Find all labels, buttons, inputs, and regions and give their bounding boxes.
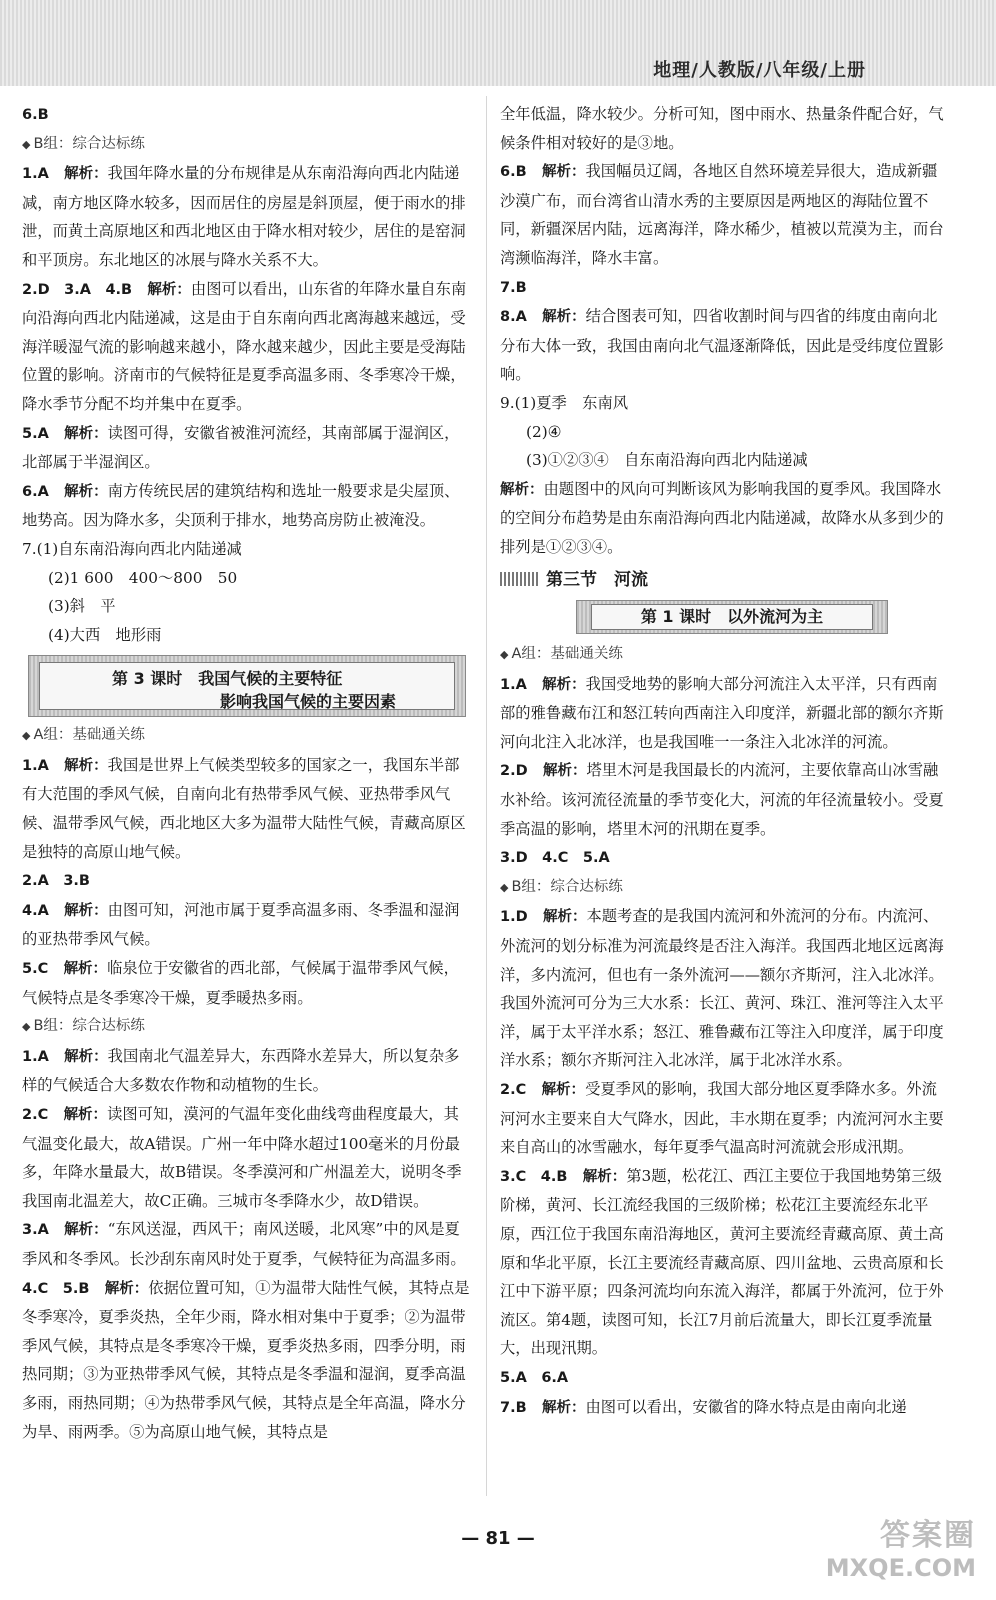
section-heading: 第三节 河流 xyxy=(500,566,952,595)
answer-item: 9.(1)夏季 东南风 xyxy=(500,393,629,412)
lesson-title: 第 1 课时 以外流河为主 xyxy=(591,604,873,630)
answer-line: 7.B xyxy=(500,279,527,296)
answer-item: 1.D 解析：本题考查的是我国内流河和外流河的分布。内流河、外流河的划分标准为河流最终是否注入海洋。我国西北地区远离海洋，多内流河，但也有一条外流河——额尔齐斯河，注入北冰洋。我国外流河可分为三大水系：长江、黄河、珠江、淮河等注入太平洋，属于太平洋水系；怒江、雅鲁藏布江等注入印度洋，属于印度洋水系；额尔齐斯河注入北冰洋，属于北冰洋水系。 xyxy=(500,907,944,1070)
left-column xyxy=(22,100,474,1446)
answer-item: 4.A 解析：由图可知，河池市属于夏季高温多雨、冬季温和湿润的亚热带季风气候。 xyxy=(22,900,460,949)
answer-item: 1.A 解析：我国年降水量的分布规律是从东南沿海向西北内陆递减，南方地区降水较多，因而居住的房屋是斜顶屋，便于雨水的排泄，而黄土高原地区和西北地区由于降水相对较少，居住的是窑洞和平顶房。东北地区的冰展与降水关系不大。 xyxy=(22,164,466,269)
column-divider xyxy=(486,96,487,1496)
answer-subitem: (3)斜 平 xyxy=(48,597,116,616)
answer-line: 6.B xyxy=(22,107,49,123)
answer-item: 5.C 解析：临泉位于安徽省的西北部，气候属于温带季风气候，气候特点是冬季寒冷干燥，夏季暖热多雨。 xyxy=(22,959,459,1007)
answer-item: 4.C 5.B 解析：依据位置可知，①为温带大陆性气候，其特点是冬季寒冷，夏季炎热，全年少雨，降水相对集中于夏季；②为温带季风气候，其特点是冬季寒冷干燥，夏季炎热多雨，四季分明，雨热同期；③为亚热带季风气候，其特点是冬季温和湿润，夏季高温多雨，雨热同期；④为热带季风气候，其特点是全年高温，降水分为旱、雨两季。⑤为高原山地气候，其特点是 xyxy=(22,1278,470,1441)
book-tag: 地理/人教版/八年级/上册 xyxy=(653,60,866,81)
answer-item: 6.B 解析：我国幅员辽阔，各地区自然环境差异很大，造成新疆沙漠广布，而台湾省山清水秀的主要原因是两地区的海陆位置不同，新疆深居内陆，远离海洋，降水稀少，植被以荒漠为主，而台湾濒临海洋，降水丰富。 xyxy=(500,162,944,267)
answer-line: 2.A 3.B xyxy=(22,873,90,890)
lesson-title-line2: 影响我国气候的主要因素 xyxy=(220,692,397,712)
lesson-title-line1: 第 3 课时 我国气候的主要特征 xyxy=(112,669,343,689)
answer-subitem: (2)1 600 400～800 50 xyxy=(48,568,238,587)
group-heading: ◆ B组：综合达标练 xyxy=(500,878,623,895)
answer-item: 解析：由题图中的风向可判断该风为影响我国的夏季风。我国降水的空间分布趋势是由东南沿海向西北内陆递减，故降水从多到少的排列是①②③④。 xyxy=(500,479,944,556)
answer-subitem: (3)①②③④ 自东南沿海向西北内陆递减 xyxy=(526,451,808,470)
lesson-title-box xyxy=(28,655,466,717)
answer-item: 6.A 解析：南方传统民居的建筑结构和选址一般要求是尖屋顶、地势高。因为降水多，尖顶利于排水，地势高房防止被淹没。 xyxy=(22,481,460,530)
group-heading: ◆ B组：综合达标练 xyxy=(22,135,145,152)
watermark-text: 答案圈 xyxy=(880,1518,976,1553)
answer-item: 3.C 4.B 解析：第3题，松花江、西江主要位于我国地势第三级阶梯，黄河、长江流经我国的三级阶梯；松花江主要流经东北平原，西江位于我国东南沿海地区，黄河主要流经青藏高原、黄土高原和华北平原，长江主要流经青藏高原、四川盆地、云贵高原和长江中下游平原；四条河流均向东流入海洋，都属于外流河，位于外流区。第4题，读图可知，长江7月前后流量大，即长江夏季流量大，出现汛期。 xyxy=(500,1166,944,1358)
section-bars-icon xyxy=(500,572,540,586)
answer-continuation: 全年低温，降水较少。分析可知，图中雨水、热量条件配合好，气候条件相对较好的是③地。 xyxy=(500,105,944,152)
page-number: — 81 — xyxy=(461,1528,535,1549)
answer-line: 5.A 6.A xyxy=(500,1369,569,1386)
answer-subitem: (2)④ xyxy=(526,422,562,441)
answer-item: 2.C 解析：受夏季风的影响，我国大部分地区夏季降水多。外流河河水主要来自大气降水，因此，丰水期在夏季；内流河河水主要来自高山的冰雪融水，每年夏季气温高时河流就会形成汛期。 xyxy=(500,1080,944,1157)
answer-subitem: (4)大西 地形雨 xyxy=(48,625,162,644)
right-column xyxy=(500,100,952,1422)
answer-item: 3.A 解析：“东风送湿，西风干；南风送暖，北风寒”中的风是夏季风和冬季风。长沙刮东南风时处于夏季，气候特征为高温多雨。 xyxy=(22,1220,466,1268)
answer-item: 1.A 解析：我国南北气温差异大，东西降水差异大，所以复杂多样的气候适合大多数农作物和动植物的生长。 xyxy=(22,1046,460,1095)
diamond-icon: ◆ xyxy=(22,1020,31,1034)
answer-item: 1.A 解析：我国受地势的影响大部分河流注入太平洋，只有西南部的雅鲁藏布江和怒江转向西南注入印度洋，新疆北部的额尔齐斯河向北注入北冰洋，也是我国唯一一条注入北冰洋的河流。 xyxy=(500,674,944,751)
answer-item: 1.A 解析：我国是世界上气候类型较多的国家之一，我国东半部有大范围的季风气候，自南向北有热带季风气候、亚热带季风气候、温带季风气候，西北地区大多为温带大陆性气候，青藏高原区是独特的高原山地气候。 xyxy=(22,755,466,861)
lesson-title-box xyxy=(576,600,888,634)
answer-item: 2.D 3.A 4.B 解析：由图可以看出，山东省的年降水量自东南向沿海向西北内陆递减，这是由于自东南向西北离海越来越远，受海洋暖湿气流的影响越来越小，降水越来越少，因此主要是受海陆位置的影响。济南市的气候特征是夏季高温多雨、冬季寒冷干燥，降水季节分配不均并集中在夏季。 xyxy=(22,279,467,413)
group-heading: ◆ A组：基础通关练 xyxy=(22,727,145,744)
diamond-icon: ◆ xyxy=(22,729,31,743)
page-header-band xyxy=(0,0,996,86)
answer-item: 2.D 解析：塔里木河是我国最长的内流河，主要依靠高山冰雪融水补给。该河流径流量的季节变化大，河流的年径流量较小。受夏季高温的影响，塔里木河的汛期在夏季。 xyxy=(500,761,944,838)
group-heading: ◆ A组：基础通关练 xyxy=(500,646,623,663)
diamond-icon: ◆ xyxy=(22,137,31,151)
watermark-logo xyxy=(786,1510,976,1590)
answer-item: 2.C 解析：读图可知，漠河的气温年变化曲线弯曲程度最大，其气温变化最大，故A错误。广州一年中降水超过100毫米的月份最多，年降水量最大，故B错误。冬季漠河和广州温差大，说明冬季我国南北温差大，故C正确。三城市冬季降水少，故D错误。 xyxy=(22,1105,462,1210)
diamond-icon: ◆ xyxy=(500,880,509,894)
answer-item: 5.A 解析：读图可得，安徽省被淮河流经，其南部属于湿润区，北部属于半湿润区。 xyxy=(22,423,460,472)
watermark-url: MXQE.COM xyxy=(825,1554,976,1582)
answer-item: 7.(1)自东南沿海向西北内陆递减 xyxy=(22,539,242,558)
answer-item: 8.A 解析：结合图表可知，四省收割时间与四省的纬度由南向北分布大体一致，我国由南向北气温逐渐降低，因此是受纬度位置影响。 xyxy=(500,307,944,384)
answer-item: 7.B 解析：由图可以看出，安徽省的降水特点是由南向北递 xyxy=(500,1397,907,1416)
diamond-icon: ◆ xyxy=(500,648,509,662)
answer-line: 3.D 4.C 5.A xyxy=(500,850,610,867)
group-heading: ◆ B组：综合达标练 xyxy=(22,1018,145,1035)
